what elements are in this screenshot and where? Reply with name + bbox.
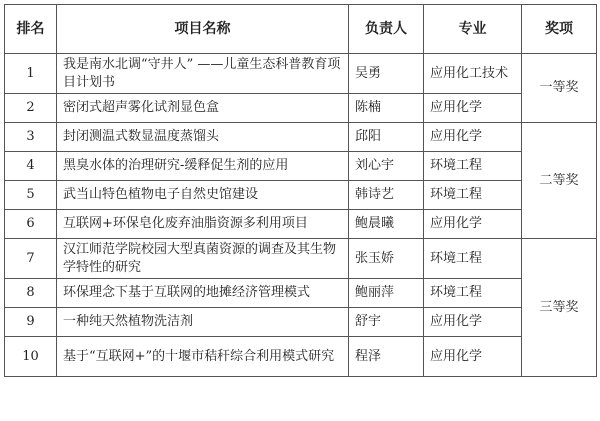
project-cell: 环保理念下基于互联网的地摊经济管理模式 [57,279,349,308]
project-cell: 互联网+环保皂化废弃油脂资源多利用项目 [57,210,349,239]
project-cell: 武当山特色植物电子自然史馆建设 [57,181,349,210]
project-cell: 密闭式超声雾化试剂显色盒 [57,94,349,123]
awards-table [4,4,597,377]
major-cell: 应用化学 [424,337,522,377]
table-row [5,181,597,210]
major-cell: 环境工程 [424,239,522,279]
award-third-cell: 三等奖 [522,239,597,377]
major-cell: 环境工程 [424,181,522,210]
leader-cell: 舒宇 [349,308,424,337]
major-cell: 应用化学 [424,94,522,123]
rank-cell: 8 [5,279,57,308]
rank-cell: 3 [5,123,57,152]
leader-cell: 鲍晨曦 [349,210,424,239]
project-cell: 封闭测温式数显温度蒸馏头 [57,123,349,152]
table-row [5,337,597,377]
header-major: 专业 [424,5,522,54]
leader-cell: 吴勇 [349,54,424,94]
leader-cell: 邱阳 [349,123,424,152]
leader-cell: 鲍丽萍 [349,279,424,308]
leader-cell: 程泽 [349,337,424,377]
award-first-cell: 一等奖 [522,54,597,123]
header-row [5,5,597,54]
rank-cell: 6 [5,210,57,239]
major-cell: 应用化学 [424,210,522,239]
project-cell: 基于“互联网+”的十堰市秸秆综合利用模式研究 [57,337,349,377]
project-cell: 我是南水北调“守井人” ——儿童生态科普教育项目计划书 [57,54,349,94]
major-cell: 应用化工技术 [424,54,522,94]
header-rank: 排名 [5,5,57,54]
rank-cell: 5 [5,181,57,210]
rank-cell: 2 [5,94,57,123]
rank-cell: 1 [5,54,57,94]
major-cell: 应用化学 [424,308,522,337]
major-cell: 应用化学 [424,123,522,152]
major-cell: 环境工程 [424,152,522,181]
table-row [5,239,597,279]
major-cell: 环境工程 [424,279,522,308]
leader-cell: 韩诗艺 [349,181,424,210]
leader-cell: 张玉娇 [349,239,424,279]
header-project: 项目名称 [57,5,349,54]
table-row [5,279,597,308]
project-cell: 黑臭水体的治理研究-缓释促生剂的应用 [57,152,349,181]
table-row [5,123,597,152]
table-row [5,210,597,239]
rank-cell: 10 [5,337,57,377]
rank-cell: 9 [5,308,57,337]
header-leader: 负责人 [349,5,424,54]
table-row [5,94,597,123]
project-cell: 汉江师范学院校园大型真菌资源的调查及其生物学特性的研究 [57,239,349,279]
table-row [5,152,597,181]
award-second-cell: 二等奖 [522,123,597,239]
project-cell: 一种纯天然植物洗洁剂 [57,308,349,337]
table-row [5,308,597,337]
rank-cell: 4 [5,152,57,181]
leader-cell: 陈楠 [349,94,424,123]
header-award: 奖项 [522,5,597,54]
table-row [5,54,597,94]
leader-cell: 刘心宇 [349,152,424,181]
rank-cell: 7 [5,239,57,279]
